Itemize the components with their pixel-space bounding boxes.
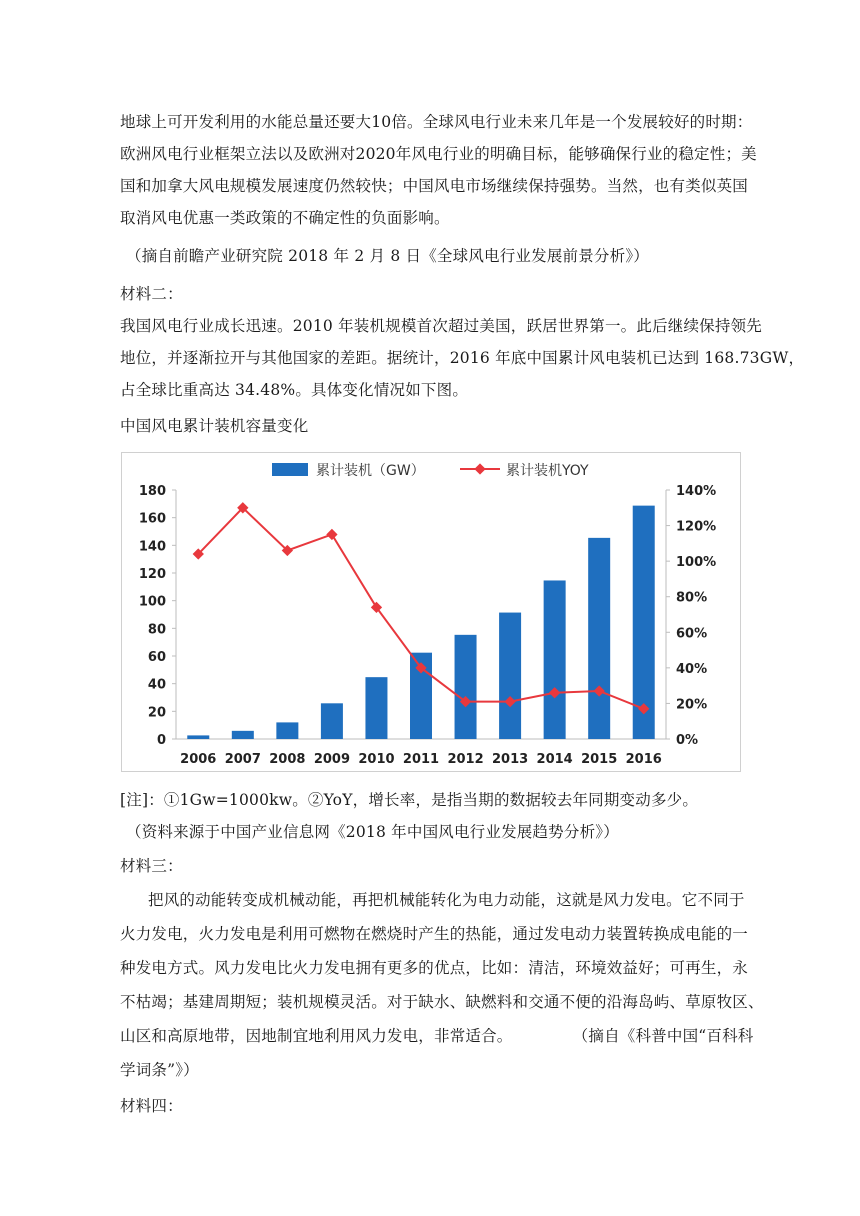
paragraph-line: 山区和高原地带，因地制宜地利用风力发电，非常适合。 （摘自《科普中国“百科科 bbox=[120, 1027, 754, 1045]
left-tick-label: 40 bbox=[147, 677, 166, 693]
x-tick-label: 2011 bbox=[402, 752, 440, 767]
left-tick-label: 180 bbox=[138, 484, 166, 499]
bar bbox=[321, 703, 343, 739]
bar bbox=[276, 722, 298, 739]
paragraph-line: 地位，并逐渐拉开与其他国家的差距。据统计，2016 年底中国累计风电装机已达到 168.73GW， bbox=[120, 349, 805, 367]
right-tick-label: 60% bbox=[676, 626, 708, 642]
legend-bar-swatch bbox=[272, 463, 308, 476]
bar bbox=[187, 735, 209, 739]
x-tick-label: 2015 bbox=[581, 752, 618, 767]
x-tick-label: 2006 bbox=[180, 752, 217, 767]
chart-note: [注]：①1Gw=1000kw。②YoY，增长率，是指当期的数据较去年同期变动多少。 bbox=[120, 791, 699, 809]
x-tick-label: 2008 bbox=[269, 752, 306, 767]
x-tick-label: 2007 bbox=[224, 752, 261, 767]
paragraph-line: 地球上可开发利用的水能总量还要大10倍。全球风电行业未来几年是一个发展较好的时期： bbox=[120, 113, 753, 131]
right-tick-label: 0% bbox=[676, 733, 699, 748]
right-tick-label: 40% bbox=[676, 661, 708, 677]
x-tick-label: 2009 bbox=[313, 752, 351, 767]
left-tick-label: 60 bbox=[147, 650, 166, 665]
wind-capacity-chart bbox=[121, 452, 741, 772]
source-citation: （资料来源于中国产业信息网《2018 年中国风电行业发展趋势分析》） bbox=[126, 823, 619, 841]
paragraph-line: 学词条”》） bbox=[120, 1061, 199, 1079]
section-heading: 材料三： bbox=[120, 857, 183, 875]
x-tick-label: 2012 bbox=[447, 752, 484, 767]
right-tick-label: 120% bbox=[676, 519, 717, 535]
x-tick-label: 2010 bbox=[358, 752, 395, 767]
left-tick-label: 0 bbox=[156, 733, 166, 748]
left-tick-label: 80 bbox=[147, 622, 166, 638]
yoy-point bbox=[326, 529, 337, 540]
chart-svg bbox=[122, 453, 740, 771]
legend-line-marker bbox=[474, 463, 485, 474]
left-tick-label: 160 bbox=[138, 511, 166, 527]
x-tick-label: 2013 bbox=[491, 752, 529, 767]
paragraph-line: 占全球比重高达 34.48%。具体变化情况如下图。 bbox=[120, 381, 469, 399]
bar bbox=[232, 731, 254, 739]
bar bbox=[455, 635, 477, 739]
legend-label-bar: 累计装机（GW） bbox=[316, 463, 425, 479]
source-citation: （摘自前瞻产业研究院 2018 年 2 月 8 日《全球风电行业发展前景分析》） bbox=[126, 247, 649, 265]
paragraph-line: 把风的动能转变成机械动能，再把机械能转化为电力动能，这就是风力发电。它不同于 bbox=[148, 891, 745, 909]
chart-caption: 中国风电累计装机容量变化 bbox=[120, 417, 309, 435]
section-heading: 材料四： bbox=[120, 1097, 183, 1115]
right-tick-label: 80% bbox=[676, 590, 708, 606]
bar bbox=[499, 613, 521, 739]
bar bbox=[544, 580, 566, 739]
left-tick-label: 120 bbox=[138, 567, 166, 582]
paragraph-line: 种发电方式。风力发电比火力发电拥有更多的优点，比如：清洁，环境效益好；可再生，永 bbox=[120, 959, 749, 977]
bar bbox=[365, 677, 387, 739]
paragraph-line: 取消风电优惠一类政策的不确定性的负面影响。 bbox=[120, 209, 450, 227]
paragraph-line: 欧洲风电行业框架立法以及欧洲对2020年风电行业的明确目标，能够确保行业的稳定性；美 bbox=[120, 145, 757, 163]
paragraph-line: 我国风电行业成长迅速。2010 年装机规模首次超过美国，跃居世界第一。此后继续保持领先 bbox=[120, 317, 762, 335]
section-heading: 材料二： bbox=[120, 285, 183, 303]
x-tick-label: 2016 bbox=[625, 752, 662, 767]
paragraph-line: 火力发电，火力发电是利用可燃物在燃烧时产生的热能，通过发电动力装置转换成电能的一 bbox=[120, 925, 749, 943]
left-tick-label: 100 bbox=[138, 594, 166, 610]
right-tick-label: 20% bbox=[676, 697, 708, 713]
legend-label-line: 累计装机YOY bbox=[506, 463, 589, 479]
left-tick-label: 140 bbox=[138, 539, 166, 555]
x-tick-label: 2014 bbox=[536, 752, 573, 767]
right-tick-label: 140% bbox=[676, 484, 717, 499]
paragraph-line: 国和加拿大风电规模发展速度仍然较快；中国风电市场继续保持强势。当然，也有类似英国 bbox=[120, 177, 749, 195]
paragraph-line: 不枯竭；基建周期短；装机规模灵活。对于缺水、缺燃料和交通不便的沿海岛屿、草原牧区、 bbox=[120, 993, 764, 1011]
right-tick-label: 100% bbox=[676, 555, 717, 571]
bar bbox=[588, 538, 610, 739]
left-tick-label: 20 bbox=[147, 705, 166, 721]
